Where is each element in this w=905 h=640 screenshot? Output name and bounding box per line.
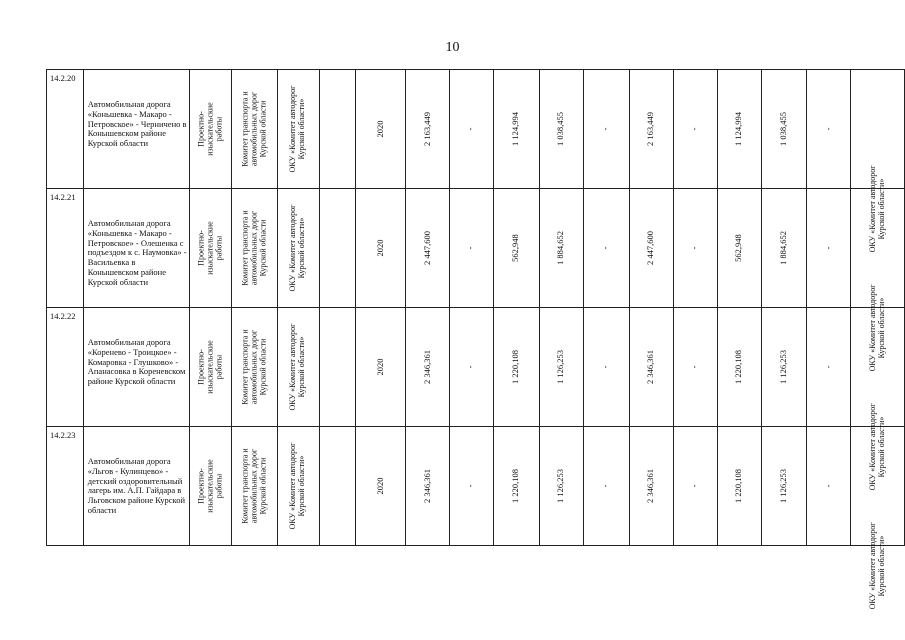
recipient-cell: [851, 308, 905, 491]
year: 2020: [374, 358, 385, 376]
row-number-text: 14.2.22: [50, 311, 76, 321]
value-7: 1 220,108: [733, 469, 744, 503]
value-cell-7: [717, 189, 761, 308]
year: 2020: [374, 120, 385, 138]
total-value: 2 346,361: [421, 350, 432, 384]
year-cell: [356, 189, 406, 308]
value-cell-5: [629, 189, 673, 308]
value-6: -: [689, 365, 700, 369]
row-number: [47, 427, 84, 546]
year-cell: [356, 427, 406, 546]
value-cell-6: [673, 189, 717, 308]
value-cell-9: [807, 189, 851, 308]
row-number: [47, 189, 84, 308]
value-cell-4: [583, 189, 629, 308]
object-name-cell: [83, 189, 189, 308]
value-cell-9: [807, 308, 851, 427]
value-cell-1: [449, 427, 493, 546]
value-4: -: [600, 365, 611, 369]
value-2: 562,948: [510, 234, 521, 262]
page-number: 10: [445, 40, 460, 55]
value-6: -: [689, 127, 700, 131]
total-value: 2 346,361: [421, 469, 432, 503]
executor: ОКУ «Комитет автодорог Курской области»: [288, 323, 307, 411]
object-name: Автомобильная дорога «Коньшевка - Макаро - Петровское» - Олешенка с подъездом к с. Наумовка» - Васильевка в Конышевском районе Курской области: [87, 218, 187, 287]
value-1: -: [465, 246, 476, 250]
table-row: [47, 308, 905, 427]
value-6: -: [689, 484, 700, 488]
customer-cell: [232, 427, 278, 546]
empty-cell: [320, 189, 356, 308]
value-9: -: [822, 127, 833, 131]
value-3: 1 884,652: [555, 231, 566, 265]
year-cell: [356, 308, 406, 427]
year-cell: [356, 70, 406, 189]
total-cell: [406, 427, 450, 546]
empty-cell: [320, 427, 356, 546]
value-2: 1 124,994: [510, 112, 521, 146]
value-cell-2: [493, 308, 539, 427]
work-type-cell: [190, 427, 232, 546]
customer: Комитет транспорта и автомобильных дорог Курской области: [240, 329, 268, 405]
executor: ОКУ «Комитет автодорог Курской области»: [288, 85, 307, 173]
value-cell-4: [583, 308, 629, 427]
table-row: [47, 189, 905, 308]
executor-cell: [277, 308, 319, 427]
executor-cell: [277, 189, 319, 308]
value-cell-8: [761, 427, 807, 546]
work-type: Проектно-изыскательские работы: [196, 340, 224, 394]
object-name-cell: [83, 308, 189, 427]
year: 2020: [374, 239, 385, 257]
work-type-cell: [190, 308, 232, 427]
value-3: 1 038,455: [555, 112, 566, 146]
total-cell: [406, 308, 450, 427]
value-cell-5: [629, 427, 673, 546]
value-cell-9: [807, 70, 851, 189]
value-cell-4: [583, 427, 629, 546]
object-name-cell: [83, 70, 189, 189]
row-number-text: 14.2.23: [50, 430, 76, 440]
row-number-text: 14.2.20: [50, 73, 76, 83]
recipient: ОКУ «Комитет автодорог Курской области»: [867, 165, 886, 253]
value-2: 1 220,108: [510, 469, 521, 503]
value-9: -: [822, 484, 833, 488]
value-6: -: [689, 246, 700, 250]
value-3: 1 126,253: [555, 469, 566, 503]
value-cell-3: [539, 189, 583, 308]
total-cell: [406, 70, 450, 189]
row-number-text: 14.2.21: [50, 192, 76, 202]
recipient-cell: [851, 189, 905, 372]
value-cell-1: [449, 189, 493, 308]
work-type: Проектно-изыскательские работы: [196, 102, 224, 156]
object-name: Автомобильная дорога «Коньшевка - Макаро - Петровское» - Черничено в Конышевском районе Курской области: [87, 99, 187, 149]
value-5: 2 163,449: [645, 112, 656, 146]
row-number: [47, 308, 84, 427]
value-7: 1 124,994: [733, 112, 744, 146]
value-5: 2 447,600: [645, 231, 656, 265]
table-row: [47, 70, 905, 189]
value-cell-8: [761, 308, 807, 427]
value-8: 1 126,253: [778, 469, 789, 503]
value-cell-2: [493, 189, 539, 308]
object-name: Автомобильная дорога «Коренево - Троицкое» - Комаровка - Глушково» - Апанасовка в Кореневском районе Курской области: [87, 337, 186, 387]
value-4: -: [600, 127, 611, 131]
customer-cell: [232, 70, 278, 189]
value-2: 1 220,108: [510, 350, 521, 384]
value-8: 1 884,652: [778, 231, 789, 265]
value-cell-8: [761, 70, 807, 189]
value-1: -: [465, 484, 476, 488]
value-9: -: [822, 246, 833, 250]
value-cell-3: [539, 308, 583, 427]
total-cell: [406, 189, 450, 308]
object-name-cell: [83, 427, 189, 546]
value-cell-3: [539, 70, 583, 189]
total-value: 2 447,600: [421, 231, 432, 265]
recipient-cell: [851, 427, 905, 610]
total-value: 2 163,449: [421, 112, 432, 146]
recipient: ОКУ «Комитет автодорог Курской области»: [867, 522, 886, 610]
empty-cell: [320, 70, 356, 189]
customer-cell: [232, 308, 278, 427]
executor-cell: [277, 427, 319, 546]
value-cell-6: [673, 70, 717, 189]
value-5: 2 346,361: [645, 350, 656, 384]
year: 2020: [374, 477, 385, 495]
value-cell-6: [673, 308, 717, 427]
value-cell-2: [493, 427, 539, 546]
value-cell-5: [629, 308, 673, 427]
row-number: [47, 70, 84, 189]
object-name: Автомобильная дорога «Льгов - Кулинцево» - детский оздоровительный лагерь им. А.П. Гайдара в Льговском районе Курской области: [87, 456, 186, 515]
value-cell-3: [539, 427, 583, 546]
work-type-cell: [190, 70, 232, 189]
customer-cell: [232, 189, 278, 308]
value-cell-1: [449, 70, 493, 189]
value-8: 1 126,253: [778, 350, 789, 384]
value-3: 1 126,253: [555, 350, 566, 384]
value-cell-6: [673, 427, 717, 546]
executor-cell: [277, 70, 319, 189]
customer: Комитет транспорта и автомобильных дорог Курской области: [240, 91, 268, 167]
value-4: -: [600, 246, 611, 250]
value-4: -: [600, 484, 611, 488]
value-1: -: [465, 365, 476, 369]
executor: ОКУ «Комитет автодорог Курской области»: [288, 442, 307, 530]
value-cell-7: [717, 308, 761, 427]
value-5: 2 346,361: [645, 469, 656, 503]
value-7: 1 220,108: [733, 350, 744, 384]
program-table: [46, 69, 905, 610]
empty-cell: [320, 308, 356, 427]
value-cell-9: [807, 427, 851, 546]
table-row: [47, 427, 905, 546]
work-type-cell: [190, 189, 232, 308]
work-type: Проектно-изыскательские работы: [196, 221, 224, 275]
executor: ОКУ «Комитет автодорог Курской области»: [288, 204, 307, 292]
value-7: 562,948: [733, 234, 744, 262]
value-cell-7: [717, 70, 761, 189]
recipient-cell: [851, 70, 905, 253]
value-cell-5: [629, 70, 673, 189]
customer: Комитет транспорта и автомобильных дорог Курской области: [240, 448, 268, 524]
recipient: ОКУ «Комитет автодорог Курской области»: [867, 403, 886, 491]
work-type: Проектно-изыскательские работы: [196, 459, 224, 513]
value-cell-2: [493, 70, 539, 189]
recipient: ОКУ «Комитет автодорог Курской области»: [867, 284, 886, 372]
value-9: -: [822, 365, 833, 369]
value-1: -: [465, 127, 476, 131]
customer: Комитет транспорта и автомобильных дорог Курской области: [240, 210, 268, 286]
value-cell-1: [449, 308, 493, 427]
value-cell-7: [717, 427, 761, 546]
value-cell-4: [583, 70, 629, 189]
value-cell-8: [761, 189, 807, 308]
value-8: 1 038,455: [778, 112, 789, 146]
